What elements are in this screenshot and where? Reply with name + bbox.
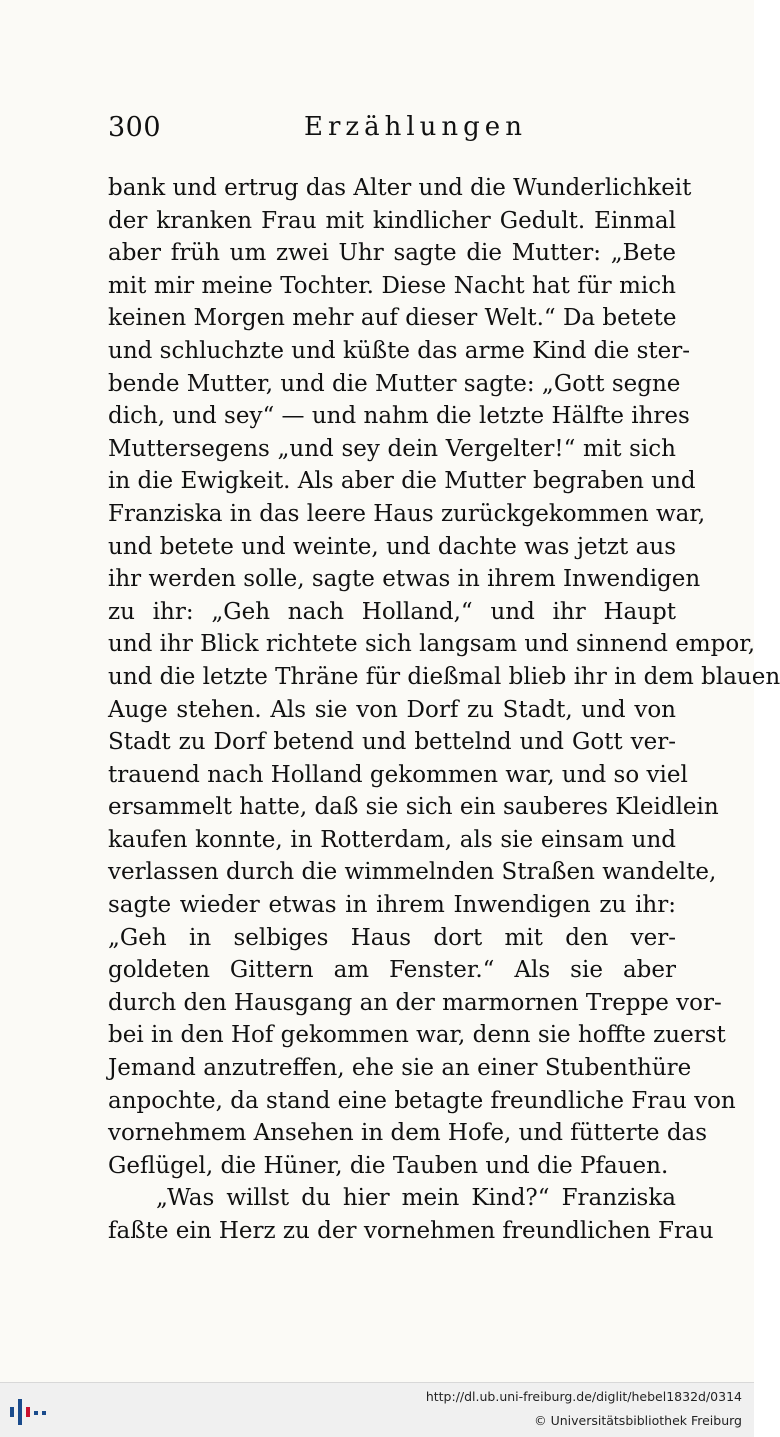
text-line: Franziska in das leere Haus zurückgekommen war, (108, 500, 706, 527)
text-line: der kranken Frau mit kindlicher Gedult. Einmal (108, 207, 676, 234)
text-line: und betete und weinte, und dachte was jetzt aus (108, 533, 676, 560)
text-line: Stadt zu Dorf betend und bettelnd und Gott ver- (108, 729, 676, 756)
text-line: und ihr Blick richtete sich langsam und sinnend empor, (108, 631, 756, 658)
page-header (108, 112, 676, 152)
text-line: kaufen konnte, in Rotterdam, als sie einsam und (108, 826, 676, 853)
text-line: ersammelt hatte, daß sie sich ein sauberes Kleidlein (108, 794, 719, 821)
text-line: und die letzte Thräne für dießmal blieb ihr in dem blauen (108, 663, 780, 690)
copyright-notice: © Universitätsbibliothek Freiburg (534, 1413, 742, 1428)
text-line: ihr werden solle, sagte etwas in ihrem Inwendigen (108, 566, 701, 593)
viewer-footer (0, 1382, 754, 1437)
text-line: aber früh um zwei Uhr sagte die Mutter: „Bete (108, 240, 676, 267)
text-line: durch den Hausgang an der marmornen Treppe vor- (108, 989, 722, 1016)
text-line: „Was willst du hier mein Kind?“ Franziska (156, 1185, 676, 1212)
ub-freiburg-logo-icon (8, 1393, 48, 1429)
text-line: faßte ein Herz zu der vornehmen freundlichen Frau (108, 1218, 714, 1244)
text-line: Muttersegens „und sey dein Vergelter!“ mit sich (108, 435, 676, 462)
text-line: zu ihr: „Geh nach Holland,“ und ihr Haupt (108, 598, 676, 625)
permalink-url[interactable]: http://dl.ub.uni-freiburg.de/diglit/hebel1832d/0314 (425, 1389, 742, 1404)
text-line: Geflügel, die Hüner, die Tauben und die Pfauen. (108, 1152, 669, 1179)
text-line: bei in den Hof gekommen war, denn sie hoffte zuerst (108, 1022, 726, 1049)
text-line: mit mir meine Tochter. Diese Nacht hat für mich (108, 272, 676, 299)
text-line: in die Ewigkeit. Als aber die Mutter begraben und (108, 468, 696, 495)
text-line: keinen Morgen mehr auf dieser Welt.“ Da betete (108, 305, 677, 332)
text-line: verlassen durch die wimmelnden Straßen wandelte, (108, 859, 717, 886)
running-head: Erzählungen (304, 112, 527, 142)
text-line: Auge stehen. Als sie von Dorf zu Stadt, und von (108, 696, 676, 723)
text-line: und schluchzte und küßte das arme Kind die ster- (108, 337, 691, 364)
text-line: goldeten Gittern am Fenster.“ Als sie aber (108, 957, 676, 984)
text-line: anpochte, da stand eine betagte freundliche Frau von (108, 1087, 736, 1114)
text-line: dich, und sey“ — und nahm die letzte Hälfte ihres (108, 403, 690, 430)
text-line: trauend nach Holland gekommen war, und so viel (108, 761, 688, 788)
text-line: „Geh in selbiges Haus dort mit den ver- (108, 924, 676, 951)
text-line: sagte wieder etwas in ihrem Inwendigen zu ihr: (108, 892, 676, 919)
text-line: Jemand anzutreffen, ehe sie an einer Stubenthüre (108, 1055, 692, 1082)
page-number: 300 (108, 112, 162, 143)
text-line: bende Mutter, und die Mutter sagte: „Gott segne (108, 370, 681, 397)
body-text (108, 172, 780, 1248)
text-line: vornehmem Ansehen in dem Hofe, und fütterte das (108, 1120, 708, 1147)
text-line: bank und ertrug das Alter und die Wunderlichkeit (108, 175, 692, 201)
